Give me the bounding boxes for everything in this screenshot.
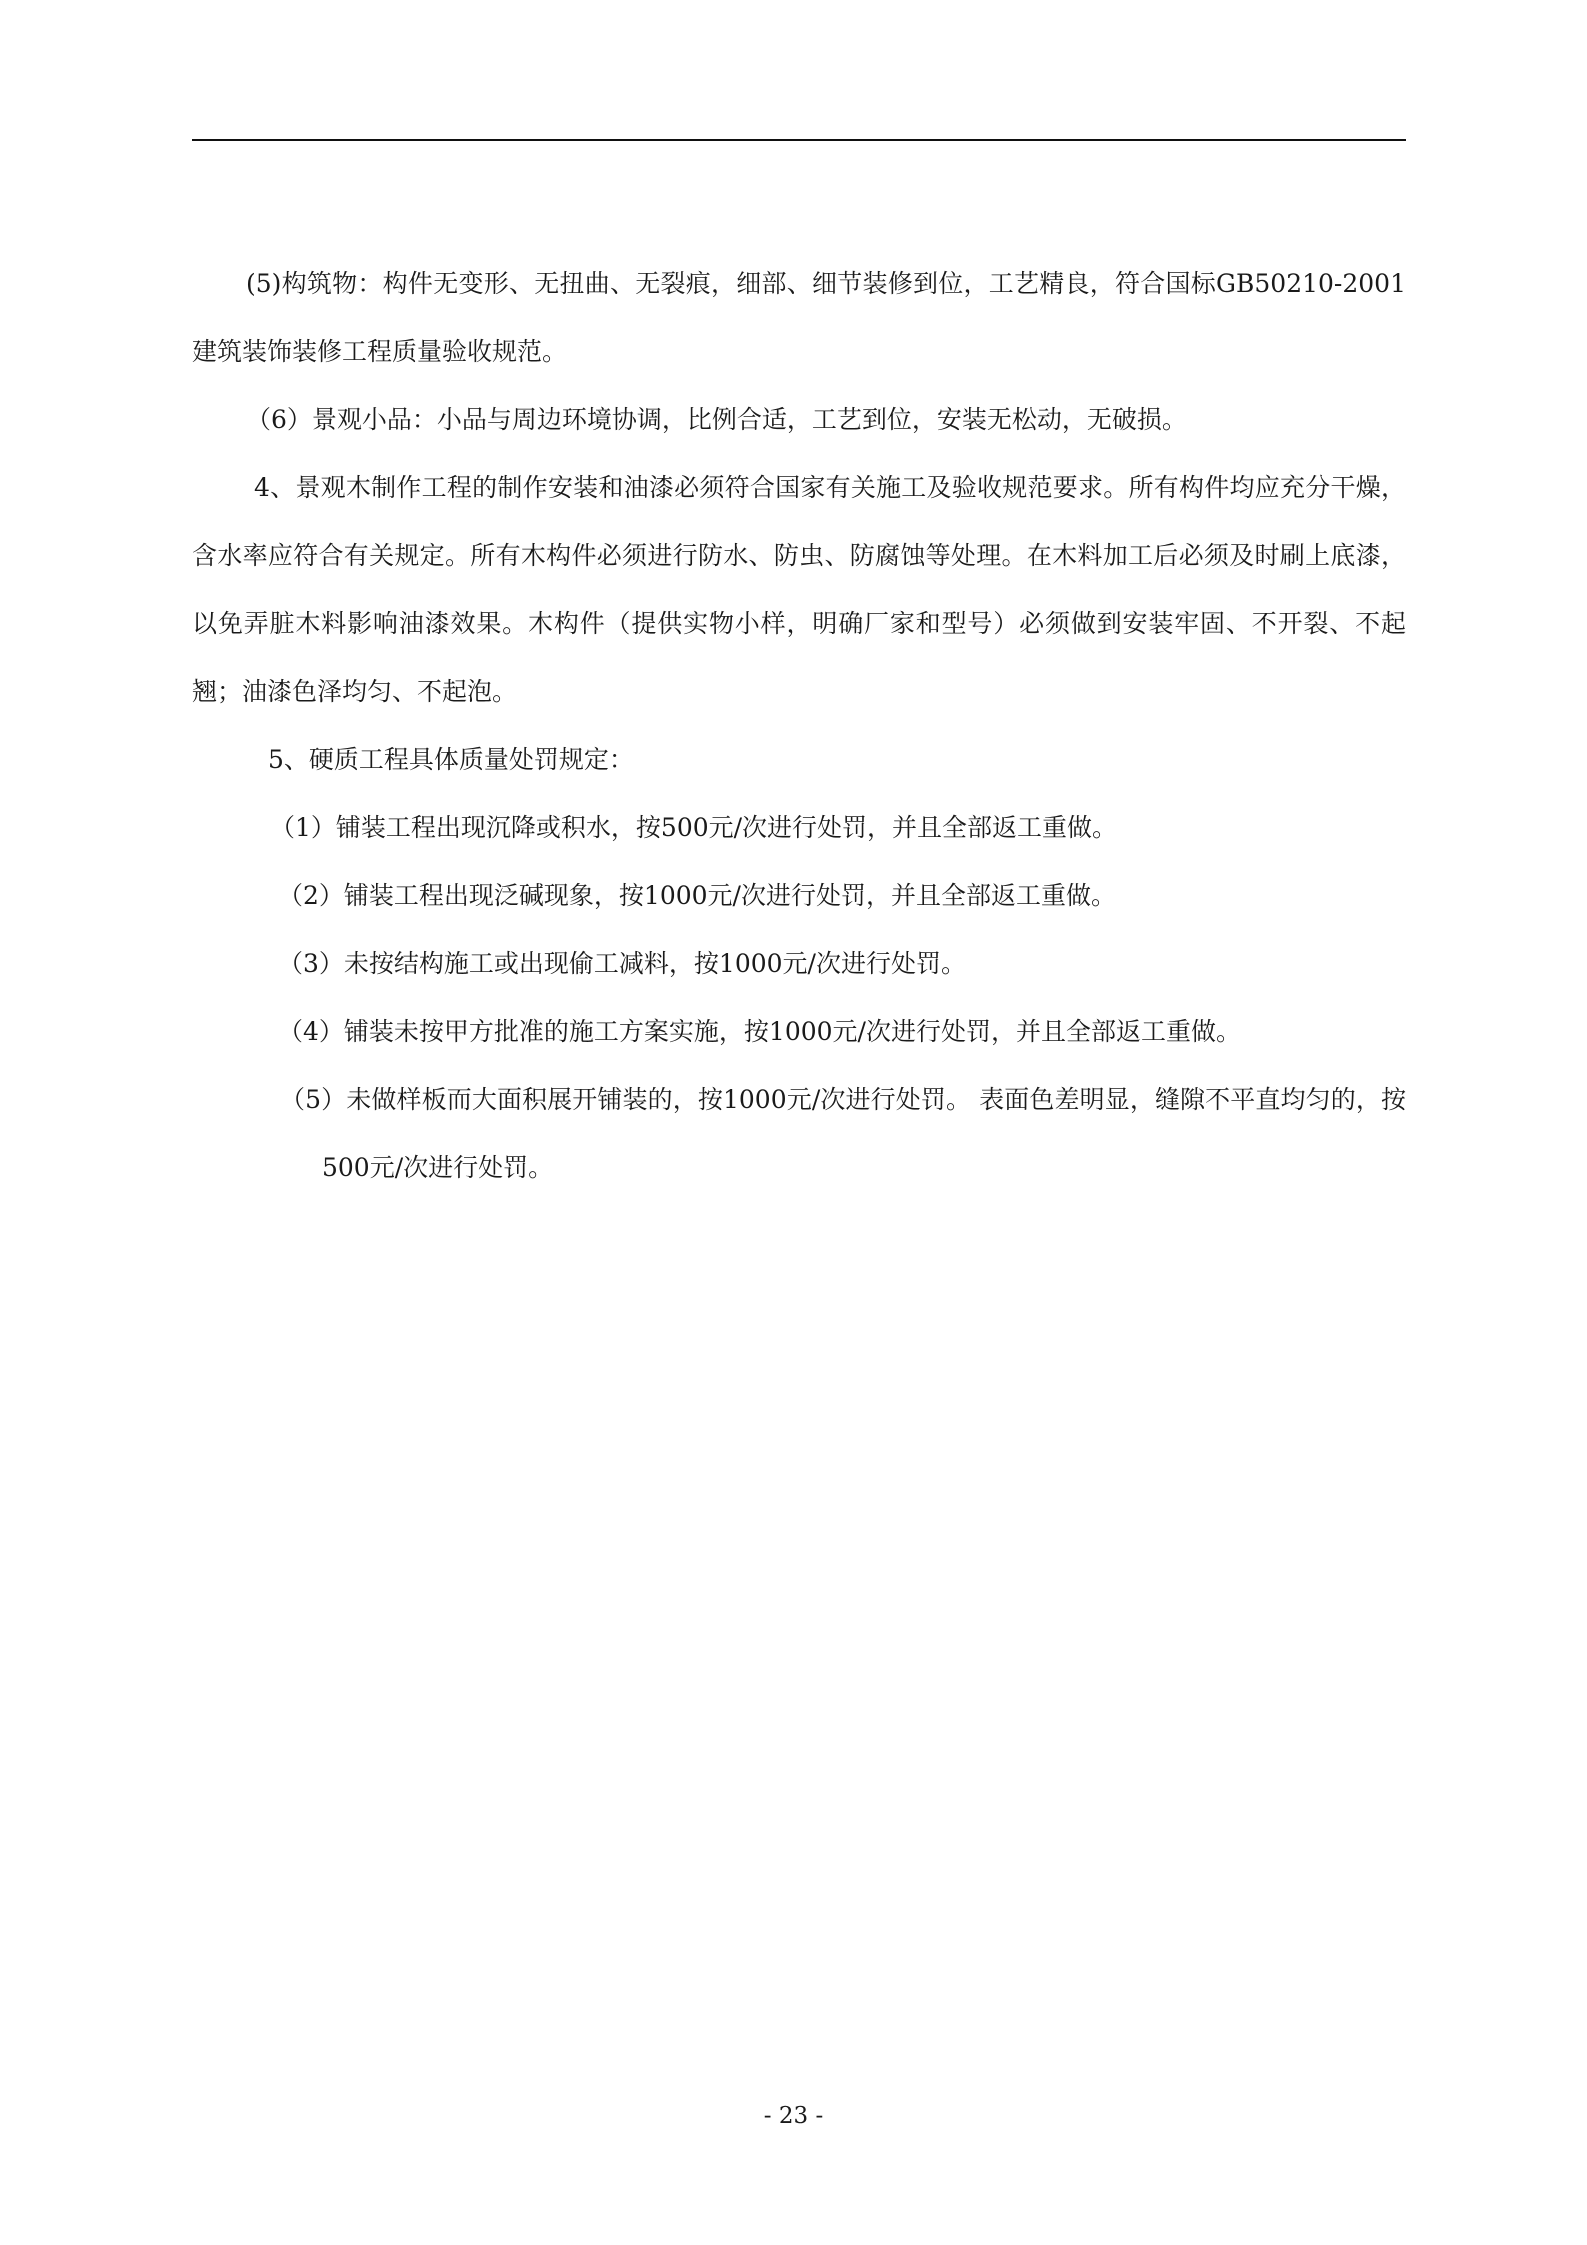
penalty-item-2: （2）铺装工程出现泛碱现象，按1000元/次进行处罚，并且全部返工重做。 [278, 881, 1116, 910]
page-number: - 23 - [763, 2103, 824, 2129]
document-body [192, 250, 1406, 1202]
penalty-item-1: （1）铺装工程出现沉降或积水，按500元/次进行处罚，并且全部返工重做。 [270, 813, 1118, 842]
penalty-item-3: （3）未按结构施工或出现偷工减料，按1000元/次进行处罚。 [278, 949, 966, 978]
penalty-item-4: （4）铺装未按甲方批准的施工方案实施，按1000元/次进行处罚，并且全部返工重做。 [278, 1017, 1241, 1046]
paragraph-penalty-heading: 5、硬质工程具体质量处罚规定： [268, 745, 634, 774]
penalty-item-5: （5）未做样板而大面积展开铺装的，按1000元/次进行处罚。 表面色差明显，缝隙不平直均匀的，按500元/次进行处罚。 [280, 1085, 1406, 1182]
paragraph-structures: (5)构筑物：构件无变形、无扭曲、无裂痕，细部、细节装修到位，工艺精良，符合国标GB50210-2001建筑装饰装修工程质量验收规范。 [192, 269, 1406, 366]
paragraph-landscape-features: （6）景观小品：小品与周边环境协调，比例合适，工艺到位，安装无松动，无破损。 [246, 405, 1187, 434]
paragraph-landscape-woodwork: 4、景观木制作工程的制作安装和油漆必须符合国家有关施工及验收规范要求。所有构件均应充分干燥，含水率应符合有关规定。所有木构件必须进行防水、防虫、防腐蚀等处理。在木料加工后必须及时刷上底漆，以免弄脏木料影响油漆效果。木构件（提供实物小样，明确厂家和型号）必须做到安装牢固、不开裂、不起翘；油漆色泽均匀、不起泡。 [192, 473, 1406, 706]
header-rule [192, 139, 1406, 141]
